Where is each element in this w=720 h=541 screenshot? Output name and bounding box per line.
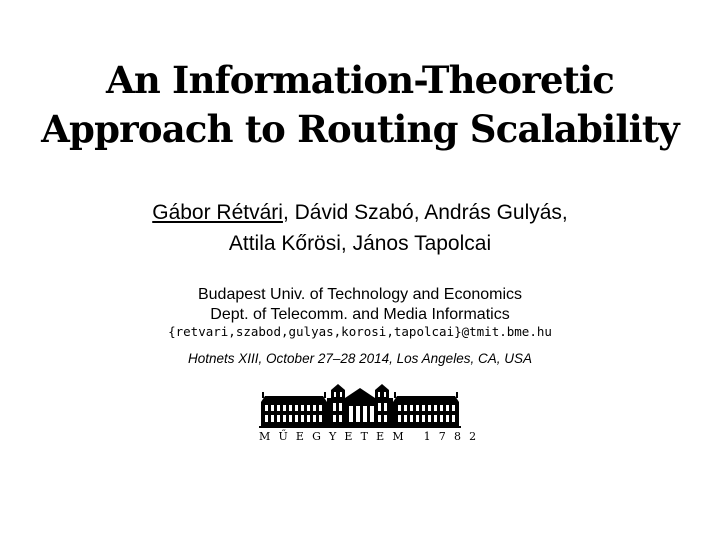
venue-info: Hotnets XIII, October 27–28 2014, Los Angeles, CA, USA [188, 351, 532, 366]
authors-line-1 [0, 197, 720, 228]
title-line-2: Approach to Routing Scalability [41, 107, 679, 151]
affiliation [0, 285, 720, 325]
title-line-1: An Information-Theoretic [105, 58, 615, 102]
authors-rest: , Dávid Szabó, András Gulyás, [282, 201, 568, 224]
author-emails: {retvari,szabod,gulyas,korosi,tapolcai}@tmit.bme.hu [168, 324, 552, 339]
slide-title [0, 56, 720, 154]
logo-caption: MŰEGYETEM 1782 [259, 430, 485, 443]
presenter-name: Gábor Rétvári [152, 201, 283, 224]
university-building-logo-icon [259, 384, 461, 428]
department-name: Dept. of Telecomm. and Media Informatics [210, 306, 510, 323]
author-list [0, 197, 720, 259]
authors-line-2: Attila Kőrösi, János Tapolcai [228, 232, 492, 255]
university-name: Budapest Univ. of Technology and Economics [197, 286, 523, 303]
